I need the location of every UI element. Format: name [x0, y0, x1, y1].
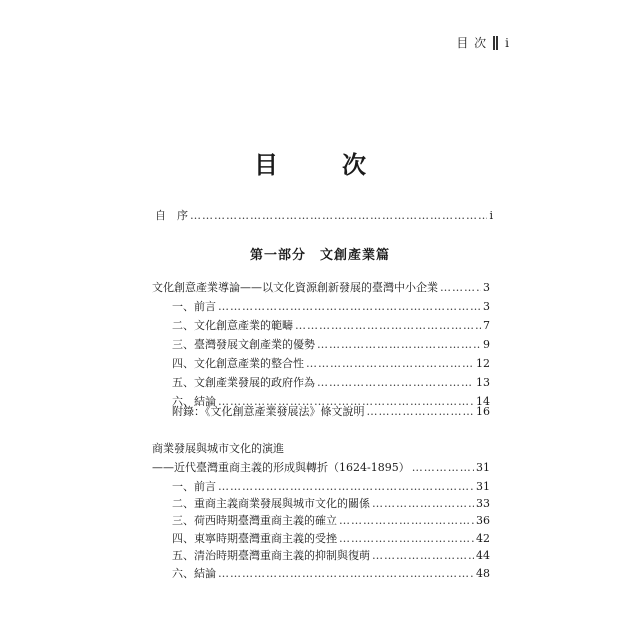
toc-chapter-title: 文化創意產業導論——以文化資源創新發展的臺灣中小企業	[152, 281, 438, 294]
toc-entry-page: 3	[483, 300, 490, 313]
toc-entry-page: 12	[476, 357, 490, 370]
toc-entry[interactable]	[172, 376, 490, 390]
leader-dots	[372, 497, 474, 511]
toc-chapter-page: 31	[476, 461, 490, 474]
header-page-number: i	[505, 35, 510, 50]
leader-dots	[295, 319, 481, 333]
toc-entry[interactable]	[172, 549, 490, 563]
leader-dots	[218, 300, 481, 314]
toc-entry-page: 13	[476, 376, 490, 389]
toc-entry-preface[interactable]	[155, 209, 493, 223]
toc-entry[interactable]	[172, 319, 490, 333]
toc-entry-label: 自 序	[155, 209, 188, 222]
part-heading: 第一部分 文創產業篇	[249, 248, 390, 263]
toc-entry[interactable]	[172, 405, 490, 419]
toc-entry[interactable]	[172, 514, 490, 528]
toc-chapter-2[interactable]	[152, 461, 490, 475]
toc-entry-label: 一、前言	[172, 300, 216, 313]
leader-dots	[367, 405, 475, 419]
toc-chapter-1[interactable]	[152, 281, 490, 295]
leader-dots	[218, 567, 474, 581]
toc-entry[interactable]	[172, 567, 490, 581]
leader-dots	[317, 376, 474, 390]
toc-entry[interactable]	[172, 300, 490, 314]
toc-entry-page: 16	[476, 405, 490, 418]
leader-dots	[218, 480, 474, 494]
toc-chapter-page: 3	[483, 281, 490, 294]
running-header	[456, 34, 510, 51]
toc-chapter-2-title[interactable]: 商業發展與城市文化的演進	[152, 442, 284, 455]
toc-entry-label: 五、清治時期臺灣重商主義的抑制與復萌	[172, 549, 370, 562]
toc-entry-label: 六、結論	[172, 395, 216, 408]
toc-entry-label: 五、文創產業發展的政府作為	[172, 376, 315, 389]
leader-dots	[317, 338, 481, 352]
toc-entry-page: 31	[476, 480, 490, 493]
page-title: 目 次	[254, 150, 386, 179]
header-label: 目 次	[456, 36, 488, 50]
toc-entry-page: 42	[476, 532, 490, 545]
leader-dots	[306, 357, 474, 371]
toc-entry-page: 7	[483, 319, 490, 332]
toc-entry-label: 四、文化創意產業的整合性	[172, 357, 304, 370]
toc-entry-page: i	[489, 209, 493, 222]
leader-dots	[339, 532, 474, 546]
toc-entry[interactable]	[172, 532, 490, 546]
toc-entry-page: 48	[476, 567, 490, 580]
toc-entry-page: 33	[476, 497, 490, 510]
leader-dots	[440, 281, 481, 295]
toc-entry-label: 二、文化創意產業的範疇	[172, 319, 293, 332]
toc-chapter-subtitle: ——近代臺灣重商主義的形成與轉折（1624-1895）	[152, 461, 410, 474]
toc-entry[interactable]	[172, 497, 490, 511]
toc-entry-label: 三、臺灣發展文創產業的優勢	[172, 338, 315, 351]
toc-entry[interactable]	[172, 480, 490, 494]
toc-entry-page: 14	[476, 395, 490, 408]
toc-entry-page: 36	[476, 514, 490, 527]
toc-entry-label: 六、結論	[172, 567, 216, 580]
toc-entry[interactable]	[172, 338, 490, 352]
toc-entry-label: 二、重商主義商業發展與城市文化的關係	[172, 497, 370, 510]
header-divider	[493, 36, 495, 50]
leader-dots	[190, 209, 487, 223]
leader-dots	[412, 461, 474, 475]
toc-entry-label: 附錄：《文化創意產業發展法》條文說明	[172, 405, 365, 418]
toc-entry[interactable]	[172, 357, 490, 371]
toc-entry-page: 44	[476, 549, 490, 562]
toc-entry-label: 四、東寧時期臺灣重商主義的受挫	[172, 532, 337, 545]
toc-entry-page: 9	[483, 338, 490, 351]
toc-entry-label: 一、前言	[172, 480, 216, 493]
toc-entry-label: 三、荷西時期臺灣重商主義的確立	[172, 514, 337, 527]
leader-dots	[339, 514, 474, 528]
leader-dots	[372, 549, 474, 563]
